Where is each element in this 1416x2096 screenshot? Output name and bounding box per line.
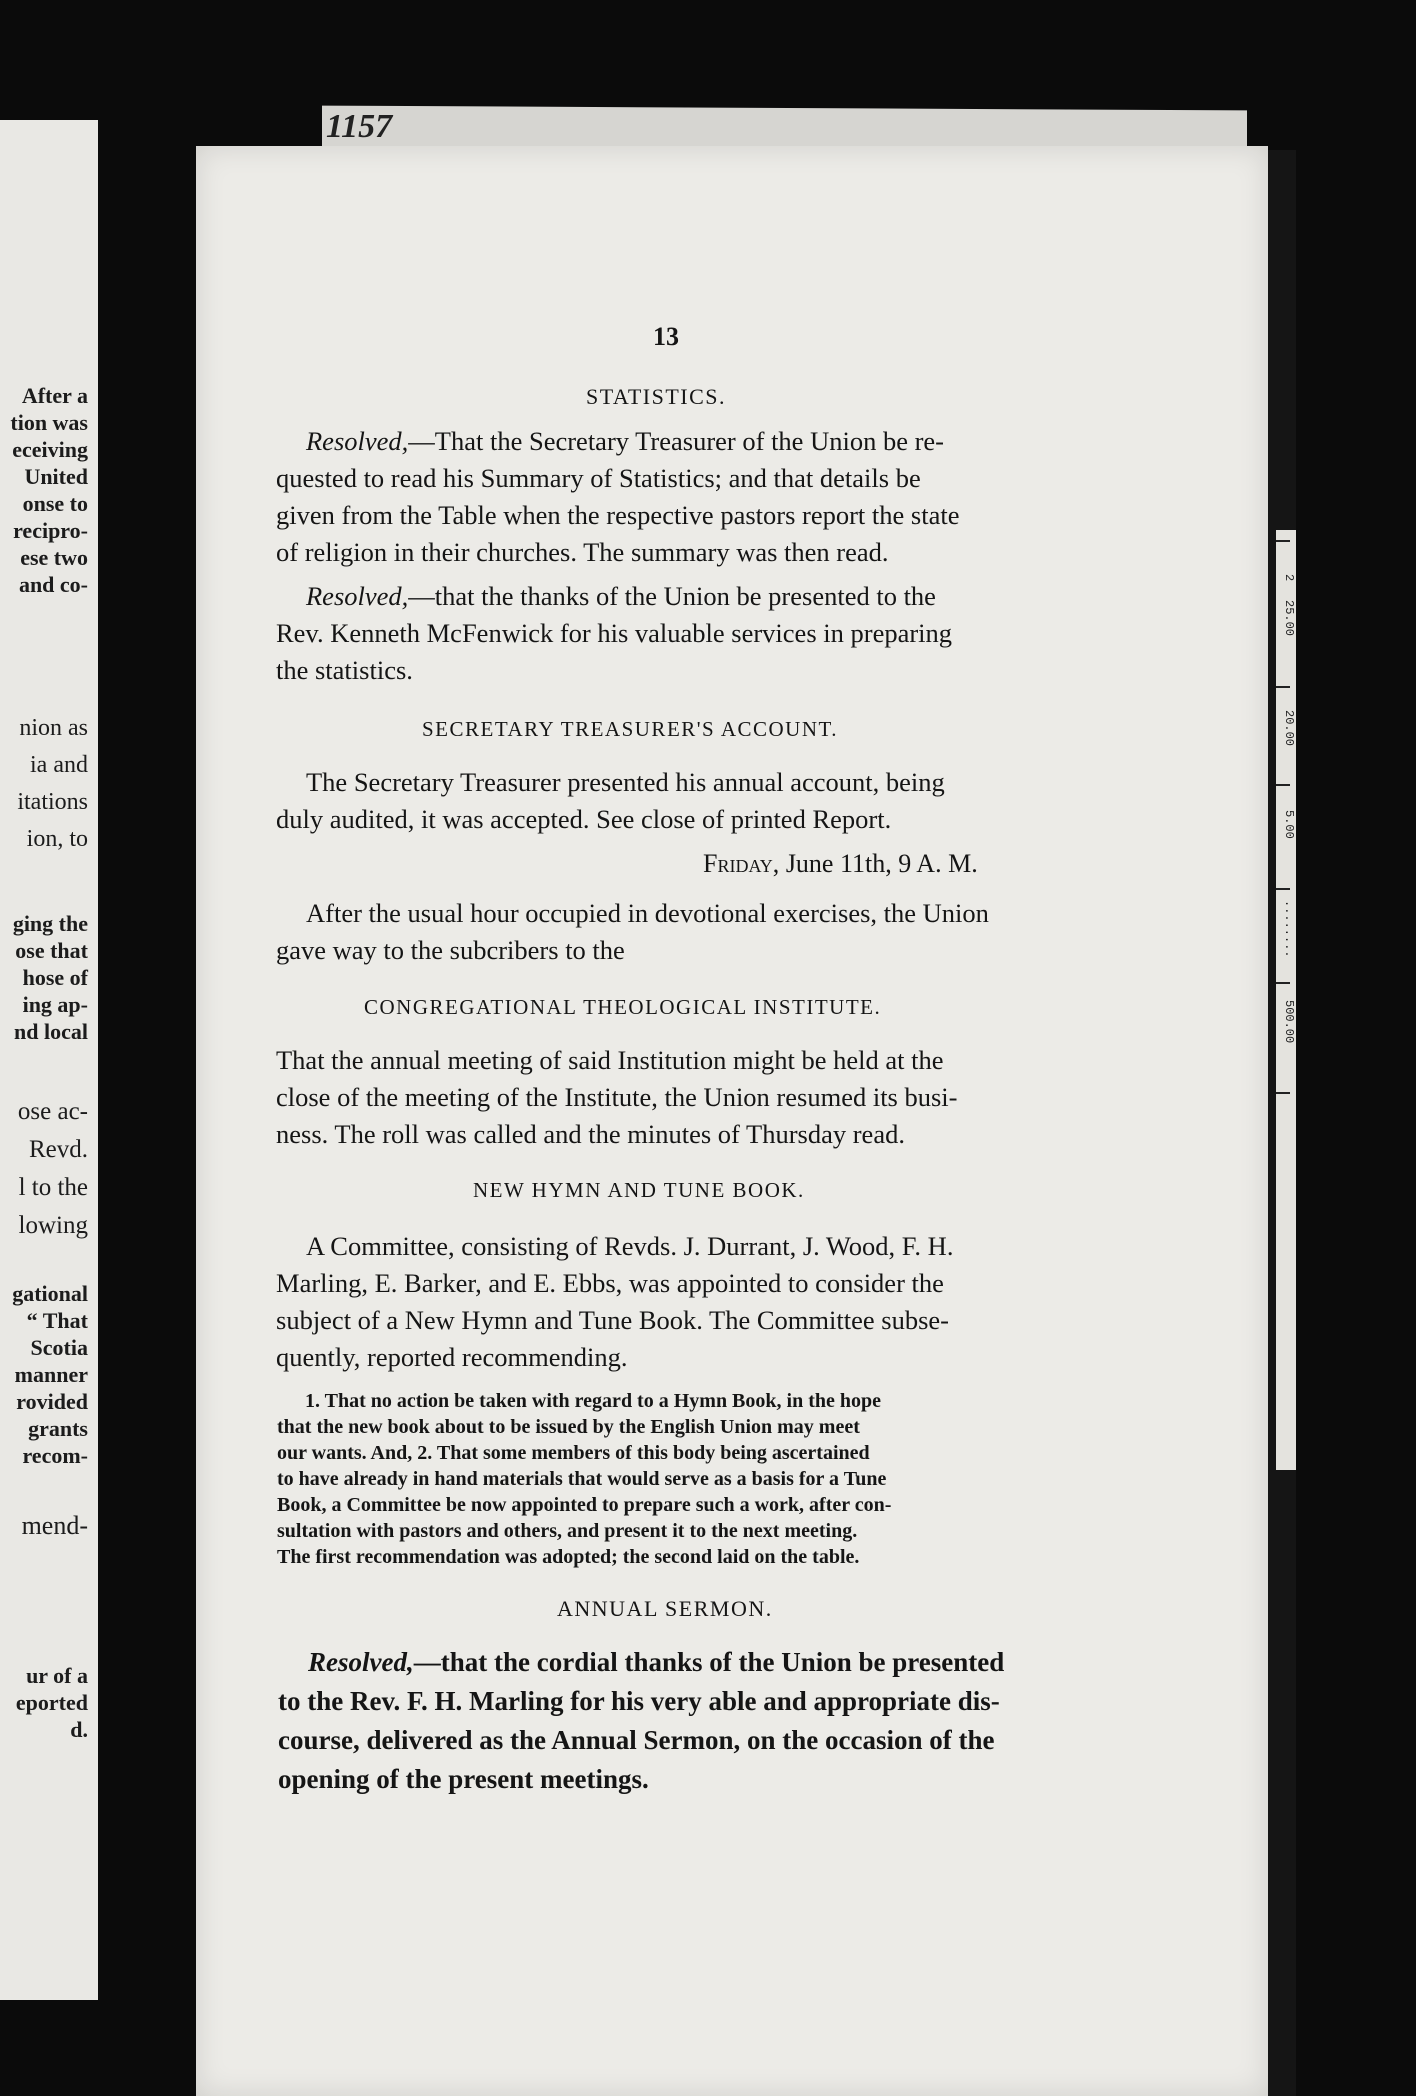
- devotional-paragraph: [276, 895, 989, 969]
- text-line: given from the Table when the respective pastors report the state: [276, 500, 960, 530]
- left-fragment-line: ia and: [30, 752, 88, 778]
- statistics-resolution-1: [276, 423, 959, 571]
- left-fragment-line: l to the: [18, 1174, 88, 1201]
- left-fragment-line: tion was: [10, 410, 88, 435]
- resolved-label: Resolved,: [308, 1647, 414, 1677]
- left-fragment-line: and co-: [18, 572, 88, 597]
- ledger-tick: [1276, 540, 1290, 542]
- ledger-marks: [1276, 560, 1296, 1160]
- section-heading-institute: CONGREGATIONAL THEOLOGICAL INSTITUTE.: [364, 995, 882, 1019]
- left-fragment-line: d.: [70, 1717, 88, 1742]
- hymn-paragraph: [276, 1228, 953, 1376]
- text-line: [276, 578, 952, 615]
- text-line-content: —that the thanks of the Union be presented to the: [408, 581, 936, 611]
- text-line: Book, a Committee be now appointed to prepare such a work, after con-: [277, 1494, 892, 1516]
- text-line: Rev. Kenneth McFenwick for his valuable services in preparing: [276, 618, 953, 648]
- left-fragment-block-1: [10, 382, 88, 598]
- left-fragment-block-4: [18, 1093, 88, 1245]
- left-fragment-block-5: [12, 1280, 88, 1469]
- left-fragment-line: eceiving: [12, 437, 88, 462]
- text-line-content: —That the Secretary Treasurer of the Union be re-: [408, 426, 944, 456]
- text-line: to the Rev. F. H. Marling for his very able and appropriate dis-: [278, 1686, 1000, 1716]
- left-fragment-line: ing ap-: [22, 992, 88, 1017]
- left-fragment-line: lowing: [18, 1212, 88, 1239]
- left-fragment-line: ur of a: [26, 1663, 88, 1688]
- ledger-mark: 500.00: [1282, 1000, 1296, 1044]
- text-line: 1. That no action be taken with regard to a Hymn Book, in the hope: [305, 1390, 881, 1412]
- ledger-mark: 20.00: [1282, 710, 1296, 747]
- resolved-label: Resolved,: [306, 581, 409, 611]
- institute-paragraph: [276, 1042, 958, 1153]
- text-line: that the new book about to be issued by the English Union may meet: [277, 1416, 860, 1438]
- left-fragment-line: nion as: [19, 715, 88, 741]
- text-line-content: —that the cordial thanks of the Union be presented: [413, 1647, 1005, 1677]
- section-heading-hymn: NEW HYMN AND TUNE BOOK.: [473, 1178, 805, 1202]
- page-number: 13: [653, 322, 679, 351]
- ledger-mark: 2: [1282, 574, 1296, 582]
- hymn-recommendations: [277, 1388, 891, 1570]
- text-line: close of the meeting of the Institute, the Union resumed its busi-: [276, 1082, 958, 1112]
- resolved-label: Resolved,: [306, 426, 409, 456]
- text-line: After the usual hour occupied in devotional exercises, the Union: [306, 898, 989, 928]
- statistics-resolution-2: [276, 578, 952, 689]
- left-fragment-line: grants: [28, 1416, 88, 1441]
- left-page-fragment: [0, 120, 98, 2000]
- text-line: The Secretary Treasurer presented his annual account, being: [306, 767, 945, 797]
- left-fragment-line: rovided: [16, 1389, 88, 1414]
- left-fragment-line: manner: [14, 1362, 88, 1387]
- text-line: [276, 423, 959, 460]
- text-line: That the annual meeting of said Institution might be held at the: [276, 1045, 944, 1075]
- ledger-mark: 5.00: [1282, 810, 1296, 839]
- left-fragment-line: recipro-: [13, 518, 88, 543]
- left-fragment-block-6: [22, 1512, 88, 1539]
- left-fragment-line: After a: [21, 383, 88, 408]
- left-fragment-line: United: [24, 464, 88, 489]
- left-fragment-line: ose that: [15, 938, 88, 963]
- left-fragment-line: recom-: [22, 1443, 88, 1468]
- top-handwritten-mark: 1157: [326, 108, 393, 145]
- left-fragment-line: onse to: [22, 491, 88, 516]
- left-fragment-line: ion, to: [26, 826, 88, 852]
- dateline-day: Friday,: [703, 849, 780, 878]
- text-line: to have already in hand materials that would serve as a basis for a Tune: [277, 1468, 887, 1490]
- text-line: duly audited, it was accepted. See close of printed Report.: [276, 804, 892, 834]
- ledger-mark: 25.00: [1282, 600, 1296, 637]
- left-fragment-line: nd local: [14, 1019, 88, 1044]
- dateline-rest: June 11th, 9 A. M.: [779, 849, 978, 878]
- text-line: subject of a New Hymn and Tune Book. The Committee subse-: [276, 1305, 949, 1335]
- text-line: quested to read his Summary of Statistics; and that details be: [276, 463, 921, 493]
- left-fragment-line: itations: [17, 789, 88, 815]
- text-line: The first recommendation was adopted; the second laid on the table.: [277, 1546, 860, 1568]
- sermon-resolution: [278, 1643, 1004, 1799]
- left-fragment-line: ese two: [20, 545, 88, 570]
- left-fragment-line: Revd.: [28, 1136, 88, 1163]
- text-line: gave way to the subcribers to the: [276, 935, 625, 965]
- left-fragment-line: “ That: [26, 1308, 88, 1333]
- text-line: the statistics.: [276, 655, 413, 685]
- text-line: of religion in their churches. The summary was then read.: [276, 537, 889, 567]
- ledger-mark: ........: [1282, 900, 1296, 958]
- left-fragment-block-3: [13, 910, 88, 1045]
- account-paragraph: [276, 764, 945, 838]
- left-fragment-line: gational: [12, 1281, 88, 1306]
- left-fragment-block-2: [17, 710, 88, 858]
- section-heading-sermon: ANNUAL SERMON.: [557, 1596, 773, 1621]
- left-fragment-line: mend-: [21, 1511, 88, 1540]
- left-fragment-block-7: [16, 1662, 88, 1743]
- text-line: Marling, E. Barker, and E. Ebbs, was appointed to consider the: [276, 1268, 944, 1298]
- text-line: our wants. And, 2. That some members of this body being ascertained: [277, 1442, 870, 1464]
- text-line: ness. The roll was called and the minutes of Thursday read.: [276, 1119, 905, 1149]
- left-fragment-line: hose of: [22, 965, 88, 990]
- left-fragment-line: Scotia: [30, 1335, 88, 1360]
- text-line: course, delivered as the Annual Sermon, on the occasion of the: [278, 1725, 995, 1755]
- section-heading-account: SECRETARY TREASURER'S ACCOUNT.: [422, 717, 839, 741]
- left-fragment-line: ose ac-: [17, 1098, 88, 1125]
- text-line: [278, 1643, 1004, 1682]
- left-fragment-line: eported: [15, 1690, 88, 1715]
- left-fragment-line: ging the: [12, 911, 88, 936]
- text-line: sultation with pastors and others, and present it to the next meeting.: [277, 1520, 858, 1542]
- text-line: quently, reported recommending.: [276, 1342, 628, 1372]
- text-line: opening of the present meetings.: [278, 1764, 649, 1794]
- text-line: A Committee, consisting of Revds. J. Durrant, J. Wood, F. H.: [306, 1231, 954, 1261]
- section-heading-statistics: STATISTICS.: [586, 384, 727, 409]
- dateline: [703, 849, 978, 879]
